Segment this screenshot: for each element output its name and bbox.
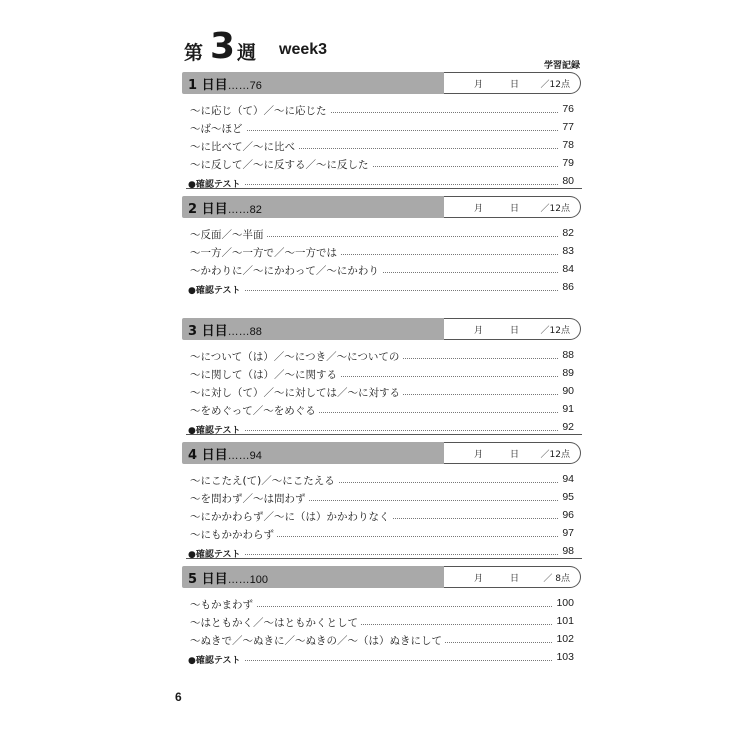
day-title: 2 日目……82 <box>188 202 262 217</box>
toc-entry[interactable]: ～に比べて／～に比べ 78 <box>190 139 574 153</box>
day-header-bar <box>182 566 582 588</box>
toc-test-entry[interactable]: ●確認テスト 80 <box>188 175 574 190</box>
toc-entry[interactable]: ～に反して／～に反する／～に反した 79 <box>190 157 574 171</box>
score-box: 月 日 ／12点 <box>444 442 581 464</box>
day-header-bar <box>182 442 582 464</box>
toc-entry[interactable]: ～に関して（は）／～に関する 89 <box>190 367 574 381</box>
day-title: 4 日目……94 <box>188 448 262 463</box>
toc-test-entry[interactable]: ●確認テスト 86 <box>188 281 574 296</box>
divider <box>186 434 582 435</box>
toc-test-entry[interactable]: ●確認テスト 103 <box>188 651 574 666</box>
day-header-bar <box>182 196 582 218</box>
week-header <box>182 26 582 71</box>
toc-entry[interactable]: ～一方／～一方で／～一方では 83 <box>190 245 574 259</box>
divider <box>186 188 582 189</box>
toc-entry[interactable]: ～かわりに／～にかわって／～にかわり 84 <box>190 263 574 277</box>
toc-entry[interactable]: ～にかかわらず／～に（は）かかわりなく 96 <box>190 509 574 523</box>
day-header-bar <box>182 72 582 94</box>
toc-entry[interactable]: ～について（は）／～につき／～についての 88 <box>190 349 574 363</box>
toc-entry[interactable]: ～に対し（て）／～に対しては／～に対する 90 <box>190 385 574 399</box>
day-section-2 <box>182 196 582 298</box>
toc-entry[interactable]: ～にもかかわらず 97 <box>190 527 574 541</box>
day-section-5 <box>182 566 582 668</box>
toc-entry[interactable]: ～に応じ（て）／～に応じた 76 <box>190 103 574 117</box>
toc-entry[interactable]: ～ば～ほど 77 <box>190 121 574 135</box>
toc-test-entry[interactable]: ●確認テスト 98 <box>188 545 574 560</box>
score-box: 月 日 ／12点 <box>444 318 581 340</box>
day-title: 3 日目……88 <box>188 324 262 339</box>
toc-test-entry[interactable]: ●確認テスト 92 <box>188 421 574 436</box>
day-title: 5 日目……100 <box>188 572 268 587</box>
week-prefix: 第 <box>184 42 204 64</box>
toc-entry[interactable]: ～ぬきで／～ぬきに／～ぬきの／～（は）ぬきにして 102 <box>190 633 574 647</box>
toc-entry[interactable]: ～はともかく／～はともかくとして 101 <box>190 615 574 629</box>
day-header-bar <box>182 318 582 340</box>
study-record-label: 学習記録 <box>543 61 580 71</box>
week-english: week3 <box>279 41 328 58</box>
score-box: 月 日 ／ 8点 <box>444 566 581 588</box>
day-section-3 <box>182 318 582 438</box>
day-title: 1 日目……76 <box>188 78 262 93</box>
score-box: 月 日 ／12点 <box>444 72 581 94</box>
toc-entry[interactable]: ～反面／～半面 82 <box>190 227 574 241</box>
week-suffix: 週 <box>237 42 257 64</box>
week-number: 3 <box>210 26 236 67</box>
divider <box>186 558 582 559</box>
toc-entry[interactable]: ～を問わず／～は問わず 95 <box>190 491 574 505</box>
toc-entry[interactable]: ～をめぐって／～をめぐる 91 <box>190 403 574 417</box>
page-number: 6 <box>175 690 182 704</box>
day-section-4 <box>182 442 582 562</box>
day-section-1 <box>182 72 582 192</box>
score-box: 月 日 ／12点 <box>444 196 581 218</box>
toc-entry[interactable]: ～にこたえ(て)／～にこたえる 94 <box>190 473 574 487</box>
toc-entry[interactable]: ～もかまわず 100 <box>190 597 574 611</box>
